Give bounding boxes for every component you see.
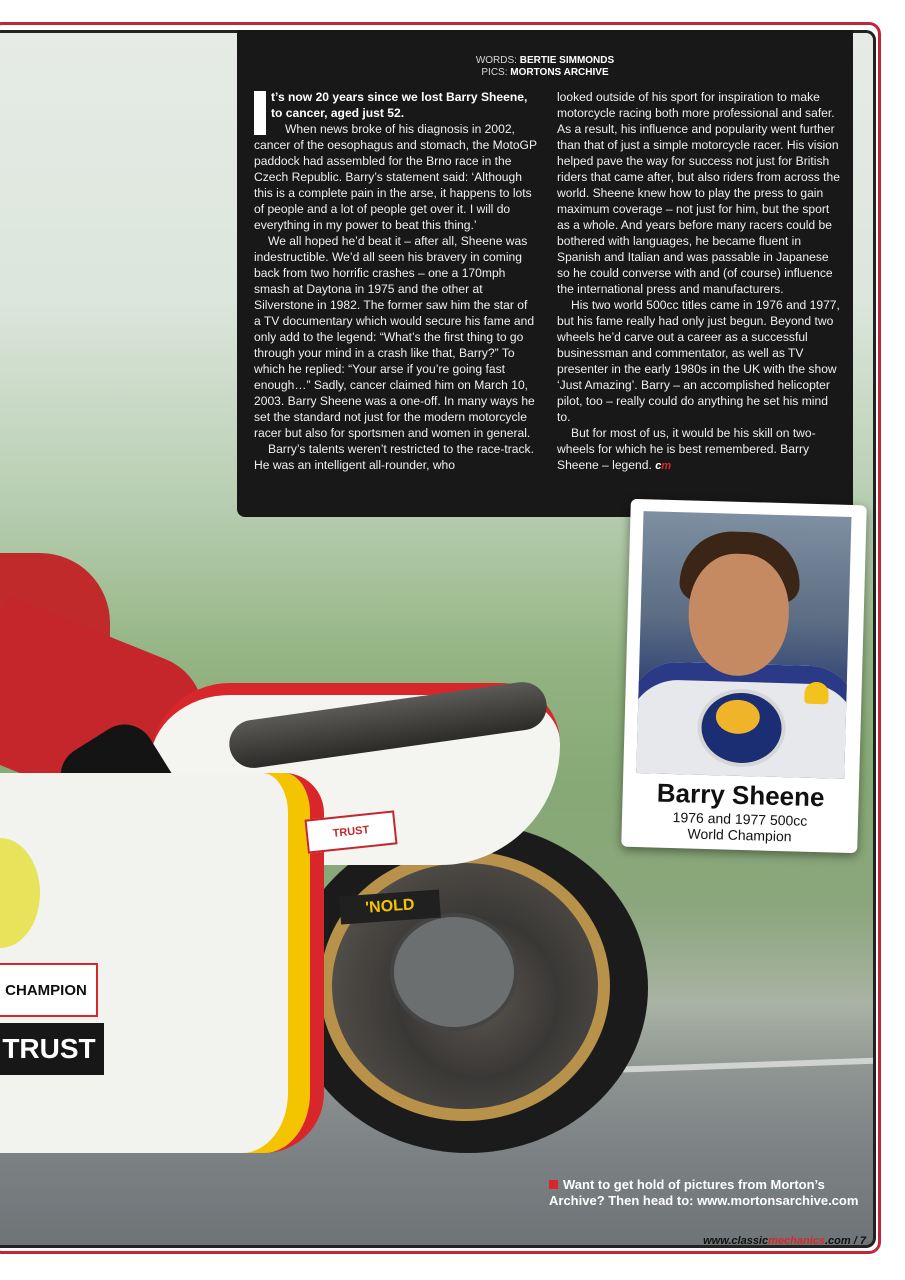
trust-small-sticker: TRUST xyxy=(304,810,397,853)
page-footer xyxy=(600,1235,866,1247)
archive-note xyxy=(549,1177,869,1209)
words-author: BERTIE SIMMONDS xyxy=(519,55,615,66)
portrait-card xyxy=(621,499,867,853)
footer-url-accent: mechanics xyxy=(768,1235,825,1247)
brake-disc xyxy=(390,913,518,1031)
end-mark-m: m xyxy=(661,460,672,472)
pics-label: PICS: xyxy=(481,67,508,78)
portrait-caption xyxy=(621,808,858,847)
article-column-right xyxy=(557,89,840,474)
page-number: 7 xyxy=(859,1235,866,1247)
footer-url-prefix: www.classic xyxy=(703,1235,769,1247)
pics-source: MORTONS ARCHIVE xyxy=(510,67,609,78)
article-column-left xyxy=(254,89,537,473)
caption-line-1: 1976 and 1977 500cc xyxy=(672,809,808,829)
portrait-name: Barry Sheene xyxy=(656,777,825,813)
lead-paragraph xyxy=(254,89,537,121)
body-paragraph: When news broke of his diagnosis in 2002, cancer of the oesophagus and stomach, the MotoGP paddock had assembled for the Brno race in the Czech Republic. Barry’s statement said: ‘Although this is a complete pain in the arse, it happens to lots of people and a lot of people get over it. I will do everything in my power to beat this thing.’ xyxy=(254,122,537,232)
footer-url-suffix: .com xyxy=(825,1235,851,1247)
arnold-sticker: 'NOLD xyxy=(339,890,441,925)
body-paragraph: His two world 500cc titles came in 1976 and 1977, but his fame really had only just begun. Beyond two wheels he’d carve out a career as a successful businessman and commentator, as well as TV presenter in the early 1980s in the UK with the show ‘Just Amazing’. Barry – an accomplished helicopter pilot, too – really could do anything he set his mind to. xyxy=(557,298,840,424)
trust-sticker: TRUST xyxy=(0,1023,104,1075)
caption-line-2: World Champion xyxy=(687,825,792,845)
body-paragraph: We all hoped he’d beat it – after all, Sheene was indestructible. We’d all seen his bravery in coming back from two horrific crashes – one a 170mph smash at Daytona in 1975 and the other at Silverstone in 1982. The former saw him the star of a TV documentary which would secure his fame and only add to the legend: “What’s the first thing to go through your mind in a crash like that, Barry?” To which he replied: “Your arse if you’re going fast enough…” Sadly, cancer claimed him on March 10, 2003. Barry Sheene was a one-off. In many ways he set the standard not just for the modern motorcycle racer but also for sportsmen and women in general. xyxy=(254,234,535,440)
portrait-photo xyxy=(636,511,851,779)
words-label: WORDS: xyxy=(475,55,517,66)
drop-cap-i xyxy=(254,91,266,135)
end-mark-logo xyxy=(655,460,671,472)
face xyxy=(687,552,790,677)
body-paragraph: looked outside of his sport for inspiration to make motorcycle racing both more professional and safer. As a result, his influence and popularity went further than that of just a simple motorcycle racer. His vision helped pave the way for success not just for British riders that came after, but also riders from across the world. Sheene knew how to play the press to gain maximum coverage – not just for him, but the sport as a whole. And years before many racers could be bothered with languages, he became fluent in Spanish and Italian and was passable in Japanese so he could converse with and (of course) influence the international press and manufacturers. xyxy=(557,90,840,296)
closing-text: But for most of us, it would be his skill on two-wheels for which he is best remembered. Barry Sheene – legend. xyxy=(557,426,816,472)
footer-separator: / xyxy=(853,1235,857,1247)
article-panel xyxy=(237,30,853,517)
closing-paragraph xyxy=(557,425,840,474)
lead-text: t’s now 20 years since we lost Barry Sheene, to cancer, aged just 52. xyxy=(271,90,528,120)
shell-logo xyxy=(804,682,829,705)
credits xyxy=(237,55,853,79)
end-mark-c: c xyxy=(655,460,662,472)
champion-sticker: CHAMPION xyxy=(0,963,98,1017)
red-square-bullet xyxy=(549,1180,558,1189)
archive-note-text: Want to get hold of pictures from Morton’s Archive? Then head to: www.mortonsarchive.com xyxy=(549,1177,859,1208)
body-paragraph: Barry’s talents weren’t restricted to the race-track. He was an intelligent all-rounder, who xyxy=(254,442,534,472)
